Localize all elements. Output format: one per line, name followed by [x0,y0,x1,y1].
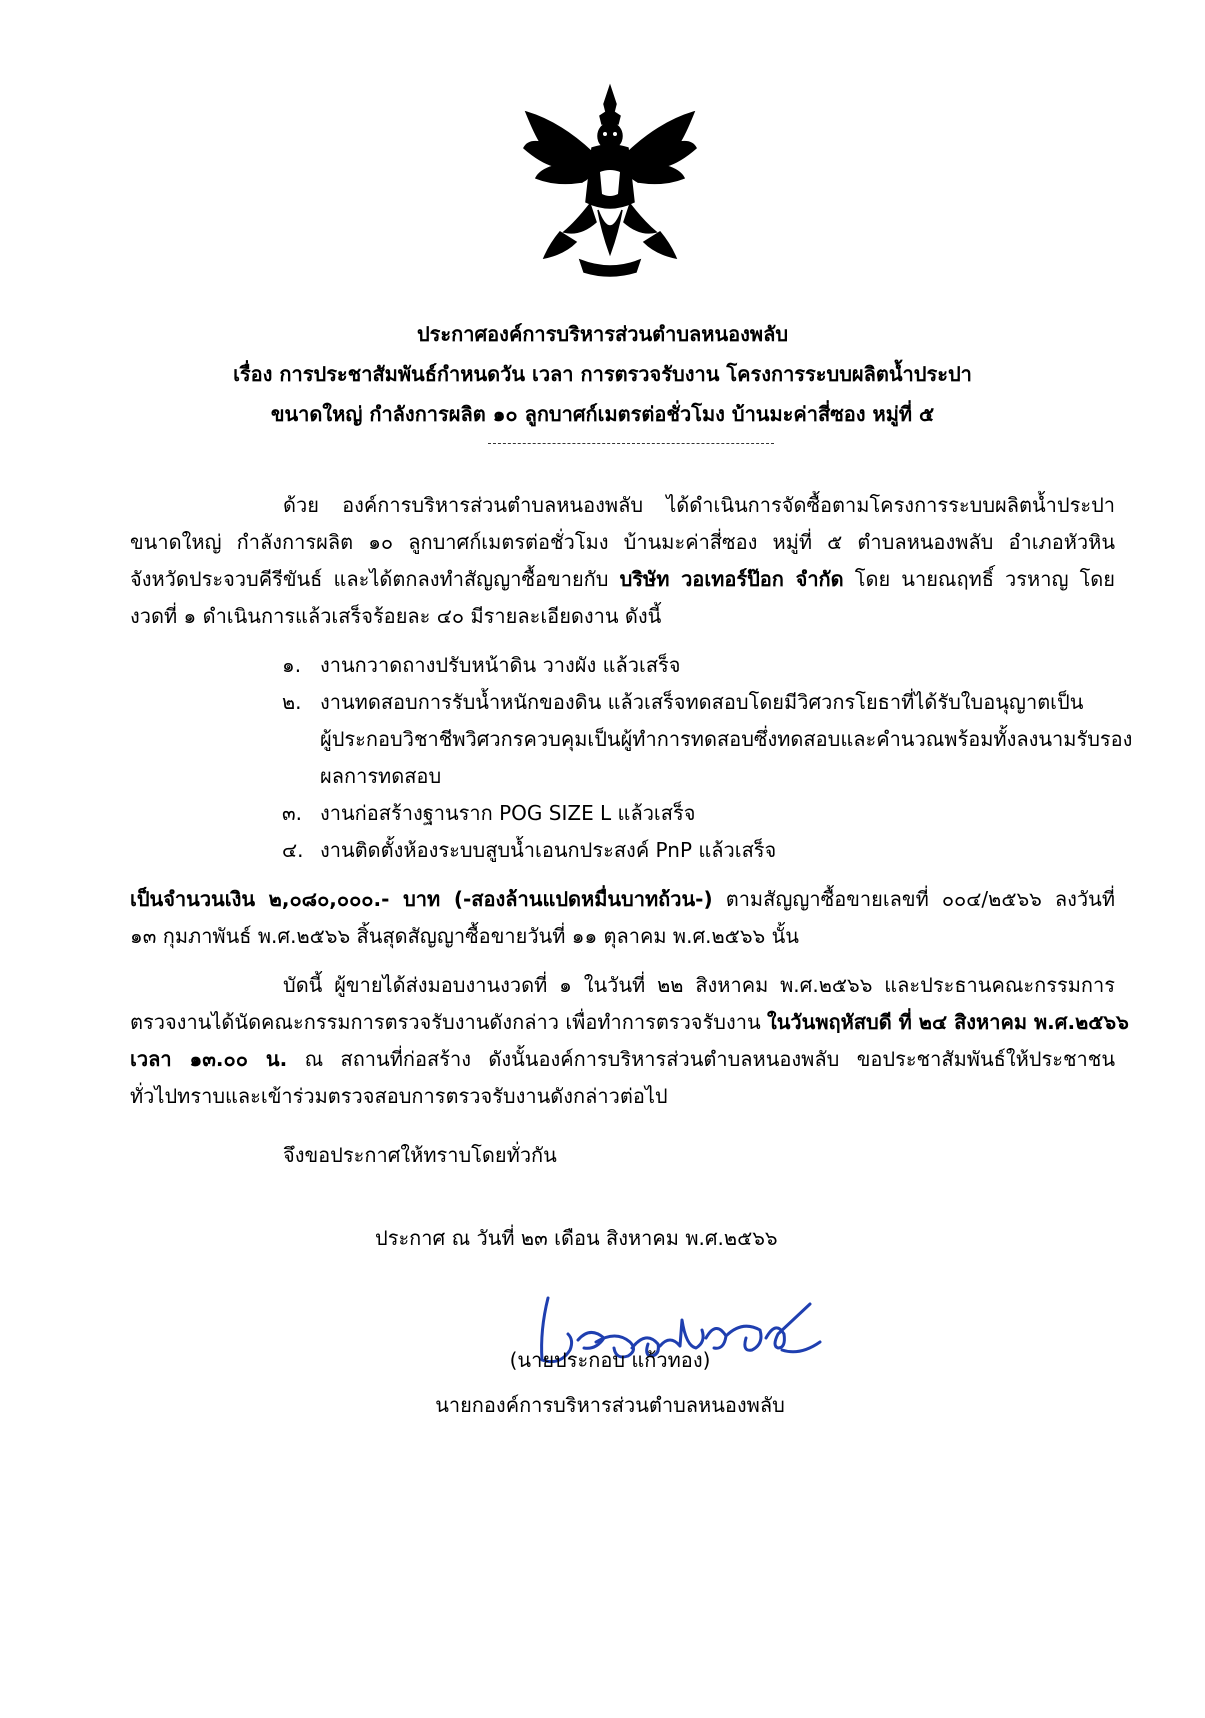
closing-statement: จึงขอประกาศให้ทราบโดยทั่วกัน [283,1143,557,1167]
paragraph-1-line-2: ขนาดใหญ่ กำลังการผลิต ๑๐ ลูกบาศก์เมตรต่อชั่วโมง บ้านมะค่าสี่ซอง หมู่ที่ ๕ ตำบลหนองพลับ อำเภอหัวหิน [130,530,1115,554]
subject-line: เรื่อง การประชาสัมพันธ์กำหนดวัน เวลา การตรวจรับงาน โครงการระบบผลิตน้ำประปา [233,362,972,386]
work-item-number: ๓. [282,801,303,825]
signatory-name: (นายประกอบ แก้วทอง) [509,1348,711,1372]
text-segment: จังหวัดประจวบคีรีขันธ์ และได้ตกลงทำสัญญาซื้อขายกับ [130,567,609,591]
text-segment: ตามสัญญาซื้อขายเลขที่ ๐๐๔/๒๕๖๖ ลงวันที่ [725,887,1116,911]
garuda-emblem-icon [520,82,700,282]
work-item-text: งานก่อสร้างฐานราก POG SIZE L แล้วเสร็จ [320,801,696,825]
paragraph-3-line-4: ทั่วไปทราบและเข้าร่วมตรวจสอบการตรวจรับงานดังกล่าวต่อไป [130,1084,668,1108]
subject-line-continued: ขนาดใหญ่ กำลังการผลิต ๑๐ ลูกบาศก์เมตรต่อชั่วโมง บ้านมะค่าสี่ซอง หมู่ที่ ๕ [270,402,935,426]
work-item-text: งานติดตั้งห้องระบบสูบน้ำเอนกประสงค์ PnP แล้วเสร็จ [320,838,777,862]
work-item-text: ผลการทดสอบ [320,764,442,788]
dashed-divider [488,443,774,444]
work-item-number: ๑. [282,653,302,677]
paragraph-3-line-1: บัดนี้ ผู้ขายได้ส่งมอบงานงวดที่ ๑ ในวันที่ ๒๒ สิงหาคม พ.ศ.๒๕๖๖ และประธานคณะกรรมการ [283,973,1115,997]
contract-amount: เป็นจำนวนเงิน ๒,๐๘๐,๐๐๐.- บาท (-สองล้านแปดหมื่นบาทถ้วน-) [130,887,713,911]
work-item-text: งานกวาดถางปรับหน้าดิน วางผัง แล้วเสร็จ [320,653,681,677]
paragraph-1-line-3 [130,564,1115,594]
paragraph-1-line-4: งวดที่ ๑ ดำเนินการแล้วเสร็จร้อยละ ๔๐ มีรายละเอียดงาน ดังนี้ [130,604,662,628]
text-segment: ตรวจงานได้นัดคณะกรรมการตรวจรับงานดังกล่าว เพื่อทำการตรวจรับงาน [130,1010,761,1034]
paragraph-2-line-1 [130,884,1115,914]
work-item-text: งานทดสอบการรับน้ำหนักของดิน แล้วเสร็จทดสอบโดยมีวิศวกรโยธาที่ได้รับใบอนุญาตเป็น [320,690,1084,714]
announcement-date: ประกาศ ณ วันที่ ๒๓ เดือน สิงหาคม พ.ศ.๒๕๖๖ [375,1226,778,1250]
work-item-text: ผู้ประกอบวิชาชีพวิศวกรควบคุมเป็นผู้ทำการทดสอบซึ่งทดสอบและคำนวณพร้อมทั้งลงนามรับรอง [320,727,1133,751]
announcement-title: ประกาศองค์การบริหารส่วนตำบลหนองพลับ [416,322,789,346]
inspection-date: ในวันพฤหัสบดี ที่ ๒๔ สิงหาคม พ.ศ.๒๕๖๖ [766,1010,1129,1034]
signatory-position: นายกองค์การบริหารส่วนตำบลหนองพลับ [435,1393,785,1417]
company-name: บริษัท วอเทอร์ป๊อก จำกัด [619,567,844,591]
text-segment: โดย นายณฤทธิ์ วรหาญ โดย [854,567,1116,591]
paragraph-1-line-1: ด้วย องค์การบริหารส่วนตำบลหนองพลับ ได้ดำเนินการจัดซื้อตามโครงการระบบผลิตน้ำประปา [283,493,1115,517]
work-item-number: ๔. [282,838,304,862]
paragraph-3-line-2 [130,1007,1129,1037]
inspection-time: เวลา ๑๓.๐๐ น. [130,1047,288,1071]
text-segment: ณ สถานที่ก่อสร้าง ดังนั้นองค์การบริหารส่วนตำบลหนองพลับ ขอประชาสัมพันธ์ให้ประชาชน [304,1047,1115,1071]
work-item-number: ๒. [282,690,302,714]
paragraph-3-line-3 [130,1044,1115,1074]
paragraph-2-line-2: ๑๓ กุมภาพันธ์ พ.ศ.๒๕๖๖ สิ้นสุดสัญญาซื้อขายวันที่ ๑๑ ตุลาคม พ.ศ.๒๕๖๖ นั้น [130,924,799,948]
